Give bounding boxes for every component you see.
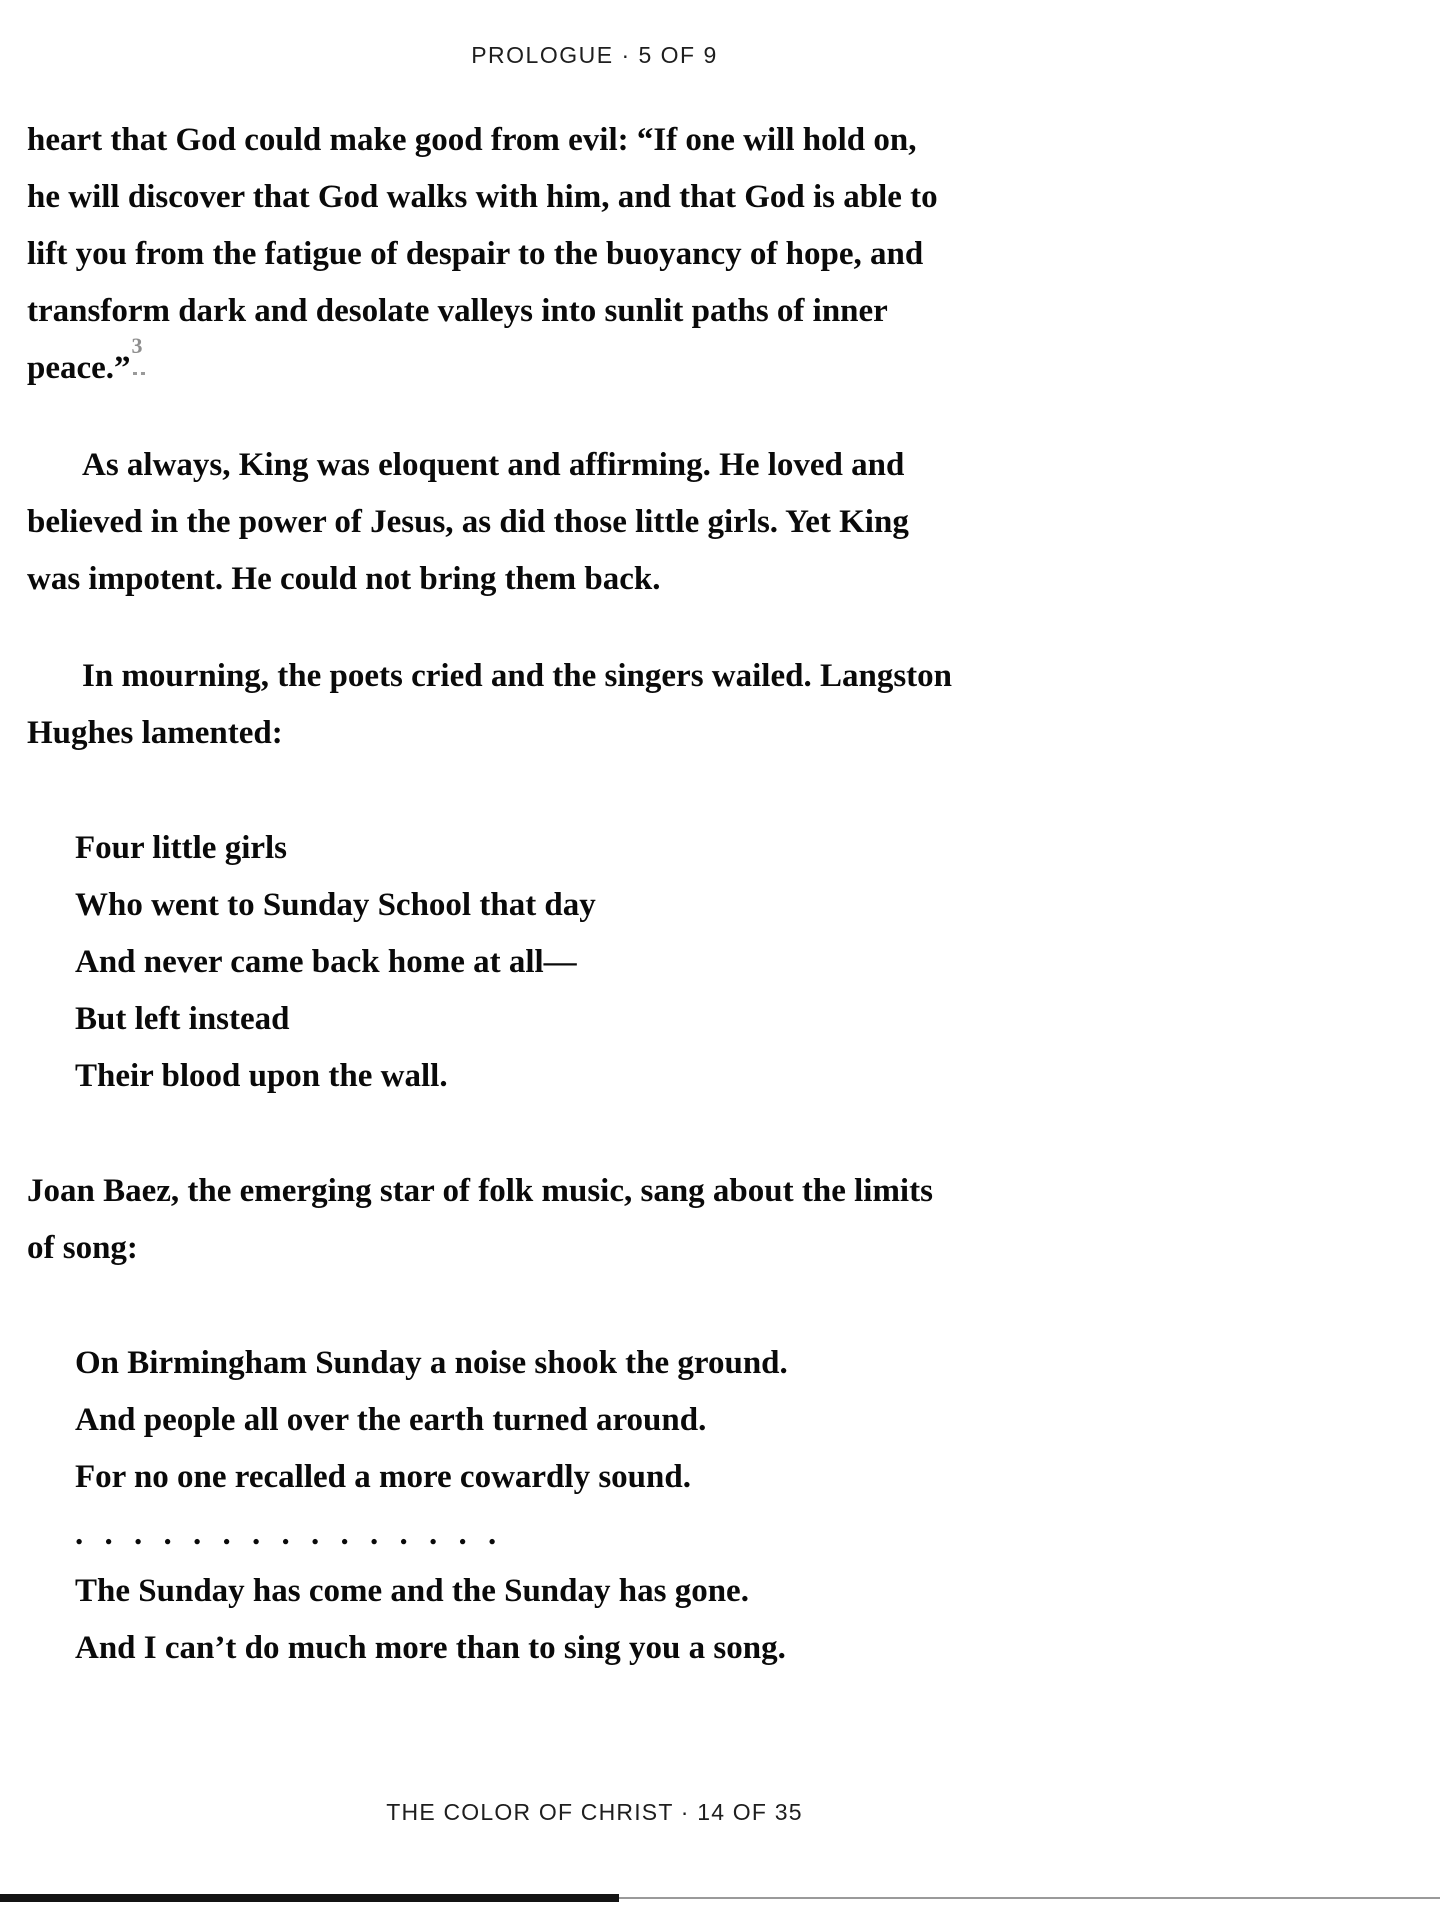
text-line: And people all over the earth turned around. xyxy=(75,1402,707,1438)
text-line: Who went to Sunday School that day xyxy=(75,887,596,923)
page-text xyxy=(27,112,1162,1677)
text-line: he will discover that God walks with him, and that God is able to xyxy=(27,179,938,215)
text-line: Four little girls xyxy=(75,830,288,866)
text-line: believed in the power of Jesus, as did those little girls. Yet King xyxy=(27,504,909,540)
text-segment: peace.” xyxy=(27,350,131,386)
paragraph-as-always xyxy=(27,437,1162,608)
text-line: Their blood upon the wall. xyxy=(75,1058,448,1094)
paragraph-in-mourning xyxy=(27,648,1162,762)
text-line: lift you from the fatigue of despair to the buoyancy of hope, and xyxy=(27,236,924,272)
text-line: In mourning, the poets cried and the singers wailed. Langston xyxy=(82,658,953,694)
text-line: As always, King was eloquent and affirming. He loved and xyxy=(82,447,905,483)
text-line: heart that God could make good from evil: “If one will hold on, xyxy=(27,122,917,158)
paragraph-joan-baez xyxy=(27,1163,1162,1277)
text-line: On Birmingham Sunday a noise shook the ground. xyxy=(75,1345,788,1381)
text-line: Joan Baez, the emerging star of folk music, sang about the limits xyxy=(27,1173,933,1209)
book-progress-label: THE COLOR OF CHRIST · 14 OF 35 xyxy=(386,1799,803,1825)
text-line xyxy=(27,333,1162,397)
text-line: For no one recalled a more cowardly sound. xyxy=(75,1459,691,1495)
poem-quote-hughes xyxy=(27,820,1162,1105)
text-line: of song: xyxy=(27,1230,138,1266)
text-line: But left instead xyxy=(75,1001,290,1037)
poem-quote-baez xyxy=(27,1335,1162,1677)
text-line: And never came back home at all— xyxy=(75,944,577,980)
text-line: transform dark and desolate valleys into sunlit paths of inner xyxy=(27,293,888,329)
verse-ellipsis-line: . . . . . . . . . . . . . . . xyxy=(75,1516,499,1552)
paragraph-king-quote xyxy=(27,112,1162,397)
text-line: was impotent. He could not bring them back. xyxy=(27,561,661,597)
reading-progress-fill[interactable] xyxy=(0,1894,619,1902)
chapter-progress-label: PROLOGUE · 5 OF 9 xyxy=(471,42,718,68)
text-line: And I can’t do much more than to sing you a song. xyxy=(75,1630,786,1666)
text-line: Hughes lamented: xyxy=(27,715,283,751)
footnote-link[interactable]: 3 xyxy=(131,333,143,358)
text-line: The Sunday has come and the Sunday has gone. xyxy=(75,1573,749,1609)
